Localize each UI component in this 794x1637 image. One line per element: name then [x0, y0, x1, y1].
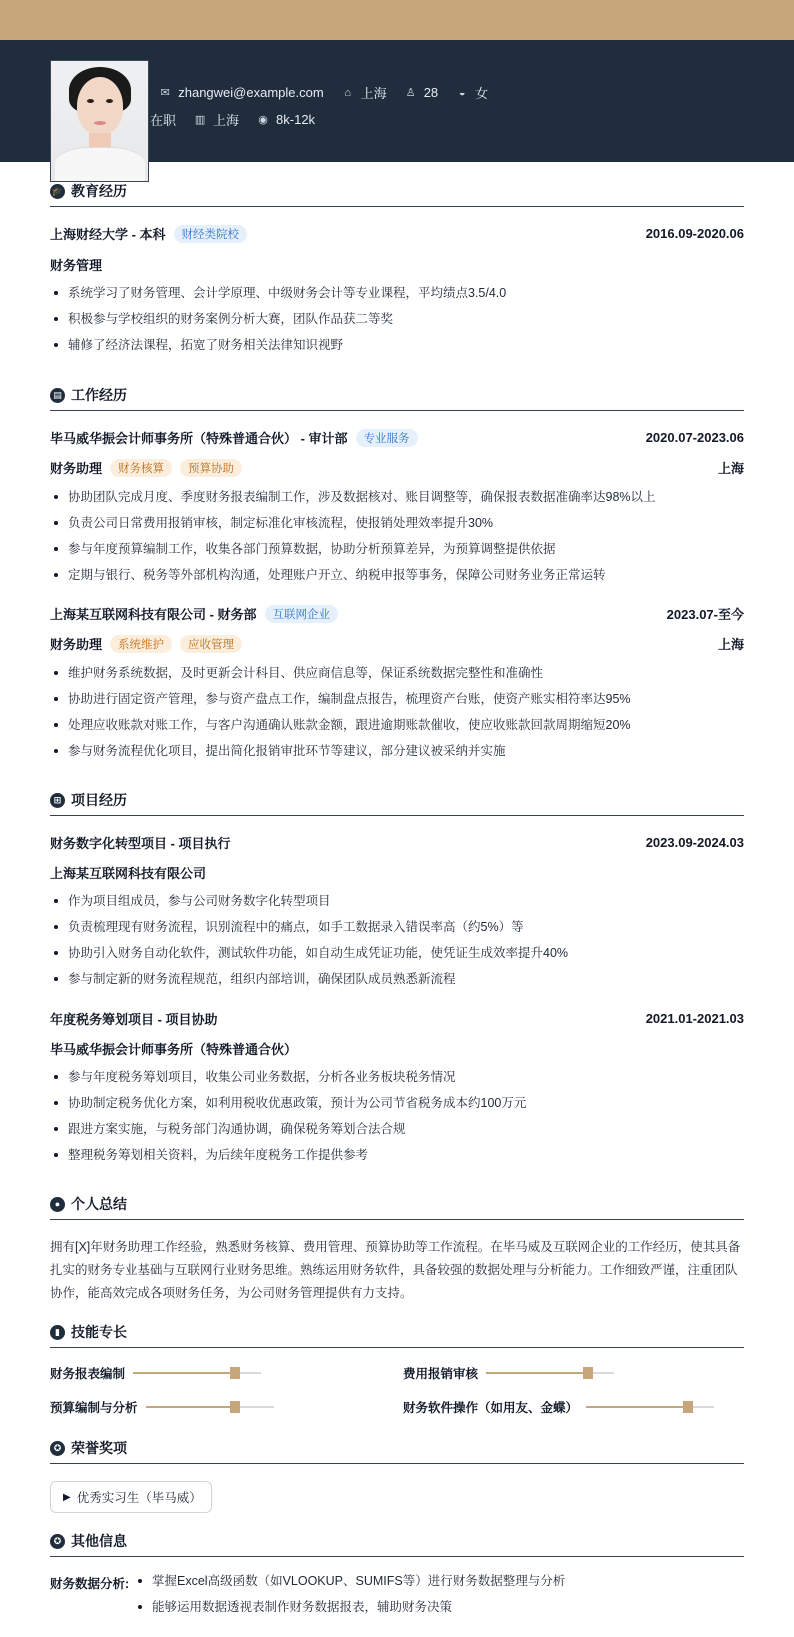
- section-title: 技能专长: [71, 1324, 127, 1340]
- skill-name: 财务报表编制: [50, 1367, 126, 1381]
- summary-text: 拥有[X]年财务助理工作经验，熟悉财务核算、费用管理、预算协助等工作流程。在毕马威及互联网企业的工作经历，使其具备扎实的财务专业基础与互联网行业财务思维。熟练运用财务软件，具备较强的数据处理与分析能力。工作细致严谨，注重团队协作，能高效完成各项财务任务，为公司财务管理提供有力支持。: [50, 1240, 741, 1300]
- education-header: [50, 224, 744, 243]
- school-name: 上海财经大学 - 本科: [50, 227, 166, 242]
- other-bullets: [134, 1568, 744, 1620]
- contact-line-2: [150, 110, 333, 129]
- skill-name: 费用报销审核: [403, 1367, 479, 1381]
- role-row: [50, 634, 744, 653]
- work-bullets: [50, 484, 744, 588]
- industry-tag: 互联网企业: [265, 605, 339, 623]
- gender-item: ◒ 女: [456, 83, 488, 102]
- work-date: 2020.07-2023.06: [645, 430, 744, 445]
- top-accent-band: [0, 0, 794, 40]
- list-item: 处理应收账款对账工作，与客户沟通确认账款金额，跟进逾期账款催收，使应收账款回款周期缩短20%: [50, 712, 744, 738]
- skill-item: [403, 1398, 714, 1416]
- work-date: 2023.07-至今: [666, 607, 744, 622]
- award-item[interactable]: [50, 1481, 212, 1513]
- project-header: [50, 1009, 744, 1028]
- briefcase-icon: ▤: [50, 388, 65, 403]
- grid-icon: ⊞: [50, 793, 65, 808]
- work-section: [50, 384, 744, 411]
- major: 财务管理: [50, 258, 103, 273]
- other-section: [50, 1530, 744, 1557]
- company-name: 上海某互联网科技有限公司 - 财务部: [50, 607, 257, 622]
- city-item: ▥ 上海: [194, 113, 240, 128]
- section-title: 荣誉奖项: [71, 1440, 127, 1456]
- project-title: 年度税务筹划项目 - 项目协助: [50, 1012, 218, 1027]
- home-icon: ⌂: [344, 86, 351, 99]
- project-bullets: [50, 1064, 744, 1168]
- skill-name: 财务软件操作（如用友、金蝶）: [403, 1401, 579, 1415]
- skill-name: 预算编制与分析: [50, 1401, 138, 1415]
- list-item: 协助引入财务自动化软件，测试软件功能，如自动生成凭证功能，使凭证生成效率提升40%: [50, 940, 744, 966]
- gender-icon: ◒: [458, 86, 466, 99]
- major-row: [50, 255, 744, 274]
- salary-item: ◉ 8k-12k: [258, 112, 316, 127]
- location-item: ⌂ 上海: [342, 83, 387, 102]
- play-icon: ▶: [63, 1491, 71, 1503]
- list-item: 辅修了经济法课程，拓宽了财务相关法律知识视野: [50, 332, 744, 358]
- other-label: 财务数据分析:: [50, 1577, 130, 1591]
- chart-icon: ▮: [50, 1325, 65, 1340]
- list-item: 协助团队完成月度、季度财务报表编制工作，涉及数据核对、账目调整等，确保报表数据准确率达98%以上: [50, 484, 744, 510]
- skill-tag: 预算协助: [180, 459, 242, 477]
- school-tag: 财经类院校: [174, 225, 248, 243]
- list-item: 定期与银行、税务等外部机构沟通，处理账户开立、纳税申报等事务，保障公司财务业务正常运转: [50, 562, 744, 588]
- project-title: 财务数字化转型项目 - 项目执行: [50, 836, 231, 851]
- section-title: 项目经历: [71, 792, 127, 808]
- project-date: 2021.01-2021.03: [645, 1011, 744, 1026]
- skill-level-bar: [146, 1406, 274, 1408]
- list-item: 跟进方案实施，与税务部门沟通协调，确保税务筹划合法合规: [50, 1116, 744, 1142]
- skill-level-bar: [133, 1372, 261, 1374]
- header-prefix: 0: [140, 85, 148, 100]
- age-item: ♙ 28: [405, 85, 439, 100]
- role-row: [50, 458, 744, 477]
- work-city: 上海: [717, 637, 744, 652]
- skill-item: [50, 1364, 261, 1382]
- skill-tag: 系统维护: [110, 635, 172, 653]
- email-item: ✉ zhangwei@example.com: [160, 85, 324, 100]
- status-item: 在职: [150, 113, 177, 128]
- list-item: 维护财务系统数据，及时更新会计科目、供应商信息等，保证系统数据完整性和准确性: [50, 660, 744, 686]
- work-city: 上海: [717, 461, 744, 476]
- project-org: 上海某互联网科技有限公司: [50, 866, 207, 881]
- work-header: [50, 604, 744, 623]
- project-section: [50, 789, 744, 816]
- list-item: 参与财务流程优化项目，提出简化报销审批环节等建议，部分建议被采纳并实施: [50, 738, 744, 764]
- work-bullets: [50, 660, 744, 764]
- award-icon: ✪: [50, 1441, 65, 1456]
- list-item: 参与制定新的财务流程规范，组织内部培训，确保团队成员熟悉新流程: [50, 966, 744, 992]
- skill-level-bar: [486, 1372, 614, 1374]
- project-date: 2023.09-2024.03: [645, 835, 744, 850]
- work-header: [50, 428, 744, 447]
- list-item: 作为项目组成员，参与公司财务数字化转型项目: [50, 888, 744, 914]
- building-icon: ▥: [194, 113, 206, 126]
- list-item: 协助进行固定资产管理，参与资产盘点工作，编制盘点报告，梳理资产台账，使资产账实相符率达95%: [50, 686, 744, 712]
- profile-header: [0, 40, 794, 162]
- list-item: 协助制定税务优化方案，如利用税收优惠政策，预计为公司节省税务成本约100万元: [50, 1090, 744, 1116]
- section-title: 个人总结: [71, 1196, 127, 1212]
- company-name: 毕马威华振会计师事务所（特殊普通合伙） - 审计部: [50, 431, 348, 446]
- project-org: 毕马威华振会计师事务所（特殊普通合伙）: [50, 1042, 298, 1057]
- skill-level-bar: [586, 1406, 714, 1408]
- list-item: 负责公司日常费用报销审核，制定标准化审核流程，使报销处理效率提升30%: [50, 510, 744, 536]
- section-title: 其他信息: [71, 1533, 127, 1549]
- project-bullets: [50, 888, 744, 992]
- list-item: 参与年度税务筹划项目，收集公司业务数据，分析各业务板块税务情况: [50, 1064, 744, 1090]
- award-label: 优秀实习生（毕马威）: [76, 1491, 202, 1505]
- project-org-row: [50, 1039, 744, 1058]
- salary-icon: ◉: [258, 113, 268, 126]
- section-title: 教育经历: [71, 183, 127, 199]
- list-item: 积极参与学校组织的财务案例分析大赛，团队作品获二等奖: [50, 306, 744, 332]
- skill-item: [50, 1398, 274, 1416]
- list-item: 掌握Excel高级函数（如VLOOKUP、SUMIFS等）进行财务数据整理与分析: [134, 1568, 744, 1594]
- contact-line-1: [140, 83, 506, 102]
- project-org-row: [50, 863, 744, 882]
- summary-section: [50, 1193, 744, 1220]
- list-item: 参与年度预算编制工作，收集各部门预算数据，协助分析预算差异，为预算调整提供依据: [50, 536, 744, 562]
- skill-tag: 财务核算: [110, 459, 172, 477]
- avatar: [50, 60, 149, 182]
- section-title: 工作经历: [71, 387, 127, 403]
- role: 财务助理: [50, 637, 103, 652]
- education-section: [50, 180, 744, 207]
- info-icon: ✪: [50, 1534, 65, 1549]
- person-icon: ●: [50, 1197, 65, 1212]
- industry-tag: 专业服务: [356, 429, 418, 447]
- role: 财务助理: [50, 461, 103, 476]
- education-date: 2016.09-2020.06: [645, 226, 744, 241]
- education-bullets: [50, 280, 744, 358]
- list-item: 系统学习了财务管理、会计学原理、中级财务会计等专业课程，平均绩点3.5/4.0: [50, 280, 744, 306]
- mail-icon: ✉: [160, 86, 170, 99]
- skill-item: [403, 1364, 614, 1382]
- list-item: 整理税务筹划相关资料，为后续年度税务工作提供参考: [50, 1142, 744, 1168]
- graduation-cap-icon: 🎓: [50, 184, 65, 199]
- cake-icon: ♙: [405, 86, 416, 99]
- skills-section: [50, 1321, 744, 1348]
- skill-tag: 应收管理: [180, 635, 242, 653]
- list-item: 负责梳理现有财务流程，识别流程中的痛点，如手工数据录入错误率高（约5%）等: [50, 914, 744, 940]
- list-item: 能够运用数据透视表制作财务数据报表，辅助财务决策: [134, 1594, 744, 1620]
- project-header: [50, 833, 744, 852]
- awards-section: [50, 1437, 744, 1464]
